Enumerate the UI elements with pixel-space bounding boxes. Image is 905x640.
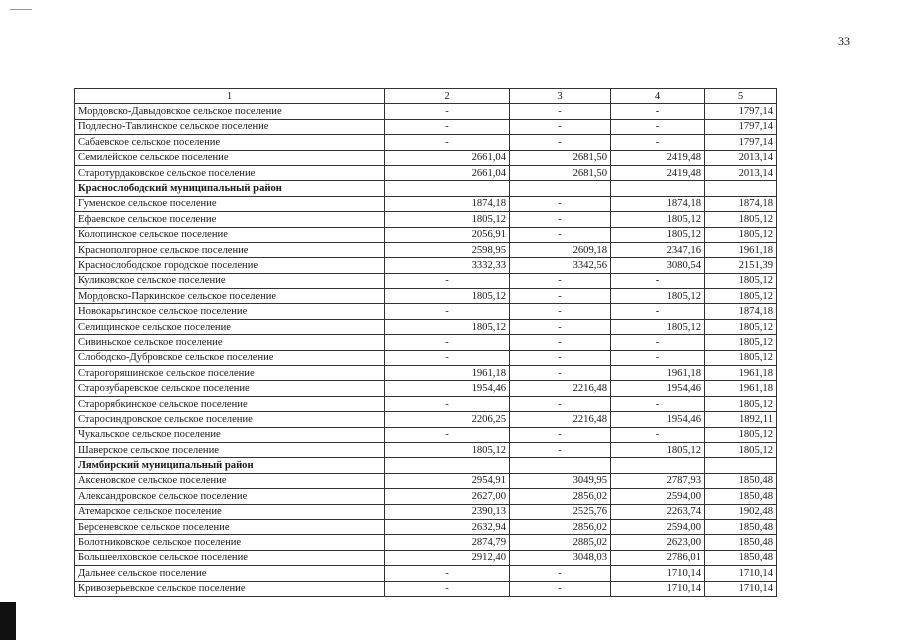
table-row	[75, 135, 777, 150]
district-name: Краснослободский муниципальный район	[75, 181, 385, 196]
settlement-name: Ефаевское сельское поселение	[75, 212, 385, 227]
value-col-5: 1805,12	[705, 319, 777, 334]
settlement-name: Старогоряшинское сельское поселение	[75, 366, 385, 381]
value-col-2: -	[385, 396, 510, 411]
value-col-3: 2885,02	[510, 535, 611, 550]
value-col-2: 2632,94	[385, 519, 510, 534]
value-col-2: -	[385, 566, 510, 581]
value-col-4: 1805,12	[611, 442, 705, 457]
table-row	[75, 104, 777, 119]
value-col-5: 1850,48	[705, 535, 777, 550]
value-col-3: 2681,50	[510, 150, 611, 165]
value-col-2	[385, 181, 510, 196]
value-col-5: 1710,14	[705, 581, 777, 596]
settlement-name: Болотниковское сельское поселение	[75, 535, 385, 550]
value-col-5: 1874,18	[705, 304, 777, 319]
value-col-5	[705, 181, 777, 196]
value-col-4: 2419,48	[611, 165, 705, 180]
table-row	[75, 442, 777, 457]
value-col-5: 1710,14	[705, 566, 777, 581]
settlement-name: Селищинское сельское поселение	[75, 319, 385, 334]
value-col-3: -	[510, 196, 611, 211]
value-col-4: 2594,00	[611, 489, 705, 504]
value-col-5: 1961,18	[705, 242, 777, 257]
value-col-3: -	[510, 119, 611, 134]
value-col-2: 2056,91	[385, 227, 510, 242]
district-row	[75, 181, 777, 196]
value-col-3: -	[510, 427, 611, 442]
value-col-4: 1805,12	[611, 212, 705, 227]
value-col-3: -	[510, 335, 611, 350]
settlement-name: Атемарское сельское поселение	[75, 504, 385, 519]
value-col-4: -	[611, 350, 705, 365]
table-row	[75, 196, 777, 211]
header-col-3: 3	[510, 89, 611, 104]
table-row	[75, 550, 777, 565]
value-col-2: 2390,13	[385, 504, 510, 519]
value-col-2: -	[385, 335, 510, 350]
value-col-4: 1710,14	[611, 566, 705, 581]
value-col-4: -	[611, 135, 705, 150]
value-col-2: 2661,04	[385, 165, 510, 180]
value-col-2	[385, 458, 510, 473]
value-col-4: 2594,00	[611, 519, 705, 534]
value-col-5: 2013,14	[705, 165, 777, 180]
settlement-name: Старосиндровское сельское поселение	[75, 412, 385, 427]
value-col-4: -	[611, 304, 705, 319]
value-col-2: 2912,40	[385, 550, 510, 565]
value-col-5: 1797,14	[705, 119, 777, 134]
value-col-3: 2856,02	[510, 519, 611, 534]
settlement-name: Краснослободское городское поселение	[75, 258, 385, 273]
settlement-name: Новокарьгинское сельское поселение	[75, 304, 385, 319]
value-col-4: 1710,14	[611, 581, 705, 596]
header-col-2: 2	[385, 89, 510, 104]
value-col-5: 1797,14	[705, 135, 777, 150]
value-col-3: 2856,02	[510, 489, 611, 504]
table-row	[75, 242, 777, 257]
table-row	[75, 535, 777, 550]
value-col-2: 3332,33	[385, 258, 510, 273]
value-col-2: -	[385, 581, 510, 596]
settlement-name: Слободско-Дубровское сельское поселение	[75, 350, 385, 365]
value-col-2: 2954,91	[385, 473, 510, 488]
value-col-5: 1892,11	[705, 412, 777, 427]
table-row	[75, 335, 777, 350]
settlement-name: Старотурдаковское сельское поселение	[75, 165, 385, 180]
value-col-5: 1874,18	[705, 196, 777, 211]
settlement-name: Гуменское сельское поселение	[75, 196, 385, 211]
value-col-4: 3080,54	[611, 258, 705, 273]
value-col-3: -	[510, 304, 611, 319]
settlement-name: Аксеновское сельское поселение	[75, 473, 385, 488]
settlement-name: Большеелховское сельское поселение	[75, 550, 385, 565]
value-col-2: -	[385, 273, 510, 288]
value-col-2: 2598,95	[385, 242, 510, 257]
value-col-2: -	[385, 119, 510, 134]
value-col-4: 1954,46	[611, 412, 705, 427]
value-col-5: 1797,14	[705, 104, 777, 119]
settlement-name: Старорябкинское сельское поселение	[75, 396, 385, 411]
value-col-5: 1850,48	[705, 550, 777, 565]
value-col-3	[510, 458, 611, 473]
value-col-4: -	[611, 119, 705, 134]
district-row	[75, 458, 777, 473]
value-col-4	[611, 181, 705, 196]
value-col-2: -	[385, 350, 510, 365]
value-col-3: -	[510, 135, 611, 150]
scan-edge-bar	[0, 602, 16, 640]
value-col-5: 1805,12	[705, 442, 777, 457]
value-col-4: -	[611, 273, 705, 288]
value-col-2: 2874,79	[385, 535, 510, 550]
table-row	[75, 473, 777, 488]
table-row	[75, 212, 777, 227]
table-row	[75, 227, 777, 242]
value-col-5: 1805,12	[705, 396, 777, 411]
value-col-4: 1805,12	[611, 227, 705, 242]
tariff-table	[74, 88, 777, 597]
settlement-name: Шаверское сельское поселение	[75, 442, 385, 457]
value-col-2: 1805,12	[385, 289, 510, 304]
value-col-2: 1805,12	[385, 319, 510, 334]
value-col-2: -	[385, 427, 510, 442]
table-row	[75, 366, 777, 381]
table-header-row	[75, 89, 777, 104]
value-col-3: -	[510, 212, 611, 227]
table-row	[75, 519, 777, 534]
value-col-5: 1850,48	[705, 473, 777, 488]
table-row	[75, 504, 777, 519]
table-row	[75, 258, 777, 273]
value-col-5: 1805,12	[705, 350, 777, 365]
value-col-4: -	[611, 335, 705, 350]
table-row	[75, 412, 777, 427]
value-col-3: 2525,76	[510, 504, 611, 519]
value-col-2: 2627,00	[385, 489, 510, 504]
value-col-5: 1805,12	[705, 227, 777, 242]
value-col-3: -	[510, 366, 611, 381]
settlement-name: Мордовско-Паркинское сельское поселение	[75, 289, 385, 304]
value-col-2: 2661,04	[385, 150, 510, 165]
settlement-name: Мордовско-Давыдовское сельское поселение	[75, 104, 385, 119]
settlement-name: Подлесно-Тавлинское сельское поселение	[75, 119, 385, 134]
page-number: 33	[838, 34, 850, 48]
settlement-name: Куликовское сельское поселение	[75, 273, 385, 288]
settlement-name: Дальнее сельское поселение	[75, 566, 385, 581]
value-col-3: 3049,95	[510, 473, 611, 488]
value-col-4: -	[611, 427, 705, 442]
value-col-3: -	[510, 273, 611, 288]
value-col-5	[705, 458, 777, 473]
value-col-4: 1961,18	[611, 366, 705, 381]
value-col-4: 1805,12	[611, 289, 705, 304]
value-col-4: 2787,93	[611, 473, 705, 488]
value-col-4: 2263,74	[611, 504, 705, 519]
value-col-3: -	[510, 581, 611, 596]
value-col-2: 1805,12	[385, 442, 510, 457]
value-col-4: 2623,00	[611, 535, 705, 550]
settlement-name: Сабаевское сельское поселение	[75, 135, 385, 150]
settlement-name: Кривозерьевское сельское поселение	[75, 581, 385, 596]
value-col-5: 1850,48	[705, 519, 777, 534]
value-col-2: 1805,12	[385, 212, 510, 227]
table-row	[75, 273, 777, 288]
table-row	[75, 566, 777, 581]
value-col-2: -	[385, 135, 510, 150]
value-col-3: 3342,56	[510, 258, 611, 273]
value-col-3: -	[510, 566, 611, 581]
value-col-4	[611, 458, 705, 473]
table-row	[75, 427, 777, 442]
settlement-name: Колопинское сельское поселение	[75, 227, 385, 242]
value-col-4: 2347,16	[611, 242, 705, 257]
value-col-5: 1850,48	[705, 489, 777, 504]
settlement-name: Старозубаревское сельское поселение	[75, 381, 385, 396]
value-col-3: 3048,03	[510, 550, 611, 565]
settlement-name: Сивиньское сельское поселение	[75, 335, 385, 350]
table-row	[75, 289, 777, 304]
settlement-name: Чукальское сельское поселение	[75, 427, 385, 442]
value-col-5: 2151,39	[705, 258, 777, 273]
header-col-1: 1	[75, 89, 385, 104]
value-col-3: 2609,18	[510, 242, 611, 257]
value-col-3	[510, 181, 611, 196]
table-row	[75, 319, 777, 334]
value-col-5: 1902,48	[705, 504, 777, 519]
value-col-2: 2206,25	[385, 412, 510, 427]
value-col-3: 2216,48	[510, 412, 611, 427]
table-row	[75, 396, 777, 411]
header-col-4: 4	[611, 89, 705, 104]
district-name: Лямбирский муниципальный район	[75, 458, 385, 473]
table-row	[75, 489, 777, 504]
value-col-5: 1805,12	[705, 273, 777, 288]
value-col-2: -	[385, 104, 510, 119]
scan-mark	[10, 9, 32, 10]
header-col-5: 5	[705, 89, 777, 104]
value-col-3: 2681,50	[510, 165, 611, 180]
value-col-3: -	[510, 319, 611, 334]
value-col-4: 1954,46	[611, 381, 705, 396]
value-col-5: 1961,18	[705, 381, 777, 396]
table-row	[75, 150, 777, 165]
value-col-5: 2013,14	[705, 150, 777, 165]
value-col-5: 1805,12	[705, 212, 777, 227]
value-col-5: 1805,12	[705, 335, 777, 350]
value-col-2: 1954,46	[385, 381, 510, 396]
settlement-name: Семилейское сельское поселение	[75, 150, 385, 165]
value-col-4: 2786,01	[611, 550, 705, 565]
value-col-3: -	[510, 442, 611, 457]
value-col-3: -	[510, 350, 611, 365]
settlement-name: Берсеневское сельское поселение	[75, 519, 385, 534]
value-col-3: -	[510, 227, 611, 242]
value-col-5: 1805,12	[705, 289, 777, 304]
value-col-4: -	[611, 104, 705, 119]
settlement-name: Краснополгорное сельское поселение	[75, 242, 385, 257]
settlement-name: Александровское сельское поселение	[75, 489, 385, 504]
value-col-5: 1805,12	[705, 427, 777, 442]
table-row	[75, 165, 777, 180]
value-col-3: -	[510, 289, 611, 304]
value-col-4: 1874,18	[611, 196, 705, 211]
value-col-3: -	[510, 104, 611, 119]
table-row	[75, 381, 777, 396]
value-col-3: 2216,48	[510, 381, 611, 396]
table-row	[75, 119, 777, 134]
value-col-4: 1805,12	[611, 319, 705, 334]
value-col-3: -	[510, 396, 611, 411]
value-col-4: -	[611, 396, 705, 411]
value-col-4: 2419,48	[611, 150, 705, 165]
value-col-5: 1961,18	[705, 366, 777, 381]
table-row	[75, 350, 777, 365]
table-row	[75, 581, 777, 596]
table-row	[75, 304, 777, 319]
value-col-2: 1874,18	[385, 196, 510, 211]
value-col-2: 1961,18	[385, 366, 510, 381]
value-col-2: -	[385, 304, 510, 319]
